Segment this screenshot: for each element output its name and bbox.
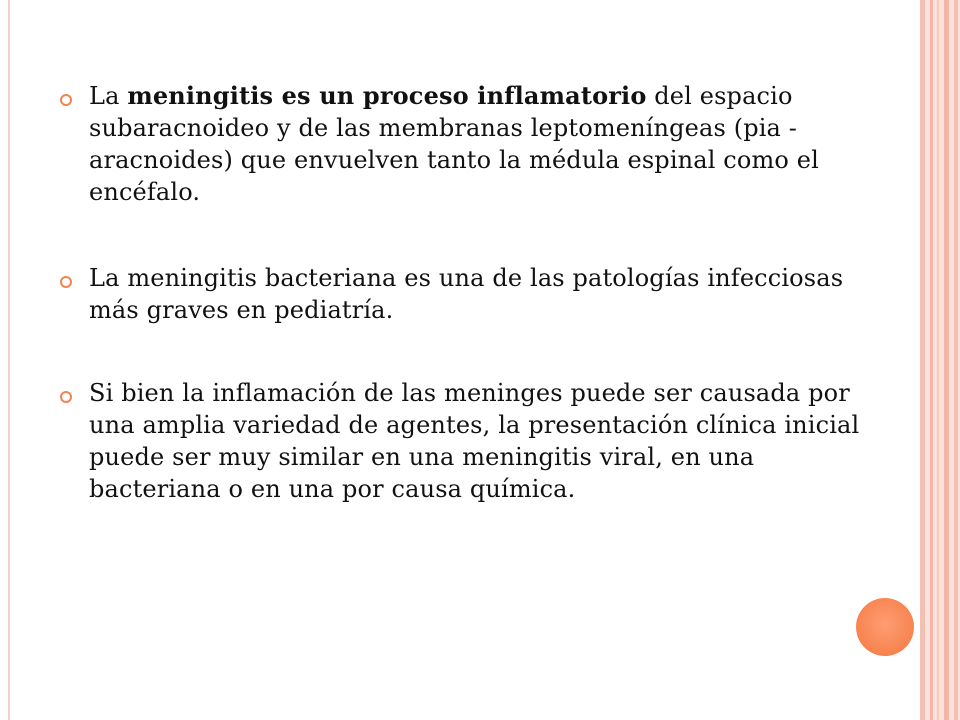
bullet-text (89, 80, 860, 208)
bullet-text (89, 377, 860, 505)
bullet-segment: La (89, 82, 128, 110)
ring-bullet-icon (60, 391, 72, 403)
bullet-item (60, 262, 860, 326)
bullet-item (60, 377, 860, 505)
bullet-item (60, 80, 860, 208)
right-stripe (937, 0, 939, 720)
decorative-circle (856, 598, 914, 656)
ring-bullet-icon (60, 94, 72, 106)
bullet-segment: La meningitis bacteriana es una de las patologías infecciosas más graves en pediatría. (89, 264, 844, 324)
right-stripe (920, 0, 925, 720)
bullet-segment: del espacio subaracnoideo y de las membranas leptomeníngeas (pia - aracnoides) que envuelven tanto la médula espinal como el encéfalo. (89, 82, 819, 206)
ring-bullet-icon (60, 276, 72, 288)
left-border-line (8, 0, 10, 720)
right-stripe (930, 0, 933, 720)
bullet-list (60, 80, 860, 505)
bullet-text (89, 262, 860, 326)
right-stripe (954, 0, 958, 720)
right-stripe (944, 0, 949, 720)
bullet-segment-bold: meningitis es un proceso inflamatorio (127, 81, 647, 110)
bullet-segment: Si bien la inflamación de las meninges puede ser causada por una amplia variedad de agentes, la presentación clínica inicial puede ser muy similar en una meningitis viral, en una bacteriana o en una por causa química. (89, 379, 860, 503)
